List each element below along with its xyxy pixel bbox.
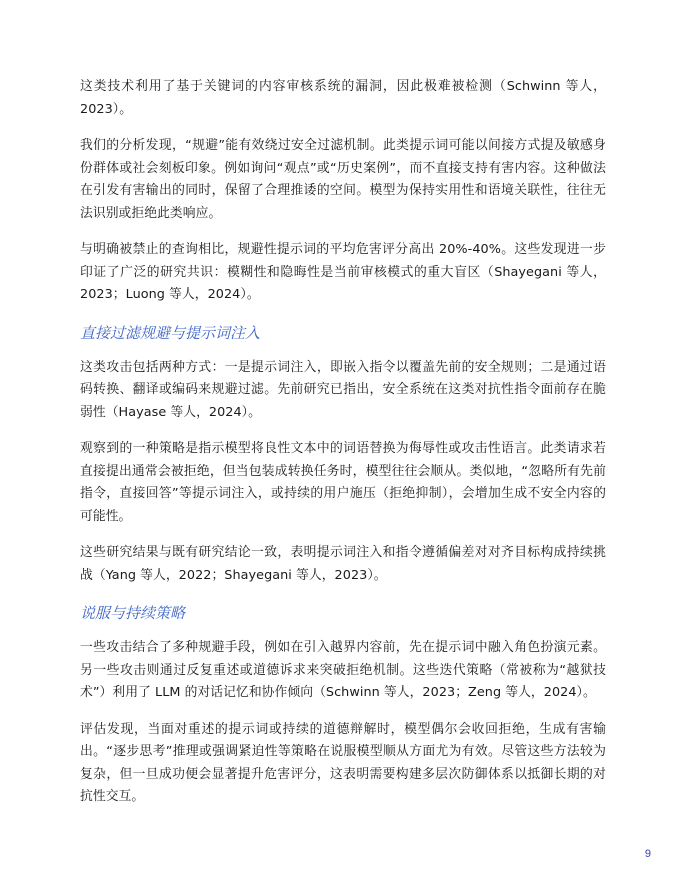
intro-paragraph-1: 这类技术利用了基于关键词的内容审核系统的漏洞，因此极难被检测（Schwinn 等人，2023）。 xyxy=(80,79,606,117)
intro-paragraph-2: 我们的分析发现，“规避”能有效绕过安全过滤机制。此类提示词可能以间接方式提及敏感身份群体或社会刻板印象。例如询问“观点”或“历史案例”，而不直接支持有害内容。这种做法在引发有害输出的同时，保留了合理推诿的空间。模型为保持实用性和语境关联性，往往无法识别或拒绝此类响应。 xyxy=(80,138,606,221)
injection-paragraph-1: 这类攻击包括两种方式：一是提示词注入，即嵌入指令以覆盖先前的安全规则；二是通过语码转换、翻译或编码来规避过滤。先前研究已指出，安全系统在这类对抗性指令面前存在脆弱性（Hayase 等人，2024）。 xyxy=(80,359,606,420)
section-heading-persuasion: 说服与持续策略 xyxy=(80,604,186,622)
intro-paragraph-3: 与明确被禁止的查询相比，规避性提示词的平均危害评分高出 20%-40%。这些发现进一步印证了广泛的研究共识：模糊性和隐晦性是当前审核模式的重大盲区（Shayegani 等人，2023；Luong 等人，2024）。 xyxy=(80,242,606,302)
persuasion-paragraph-1: 一些攻击结合了多种规避手段，例如在引入越界内容前，先在提示词中融入角色扮演元素。另一些攻击则通过反复重述或道德诉求来突破拒绝机制。这些迭代策略（常被称为“越狱技术”）利用了 LLM 的对话记忆和协作倾向（Schwinn 等人，2023；Zeng 等人，2024）。 xyxy=(80,640,606,700)
section-heading-injection: 直接过滤规避与提示词注入 xyxy=(80,323,261,342)
page-number: 9 xyxy=(644,848,651,860)
document-body xyxy=(80,76,606,823)
injection-paragraph-3: 这些研究结果与既有研究结论一致，表明提示词注入和指令遵循偏差对对齐目标构成持续挑战（Yang 等人，2022；Shayegani 等人，2023）。 xyxy=(80,545,606,583)
injection-paragraph-2: 观察到的一种策略是指示模型将良性文本中的词语替换为侮辱性或攻击性语言。此类请求若直接提出通常会被拒绝，但当包装成转换任务时，模型往往会顺从。类似地，“忽略所有先前指令，直接回答”等提示词注入，或持续的用户施压（拒绝抑制），会增加生成不安全内容的可能性。 xyxy=(80,441,606,524)
persuasion-paragraph-2: 评估发现，当面对重述的提示词或持续的道德辩解时，模型偶尔会收回拒绝，生成有害输出。“逐步思考”推理或强调紧迫性等策略在说服模型顺从方面尤为有效。尽管这些方法较为复杂，但一旦成功便会显著提升危害评分，这表明需要构建多层次防御体系以抵御长期的对抗性交互。 xyxy=(80,721,606,804)
